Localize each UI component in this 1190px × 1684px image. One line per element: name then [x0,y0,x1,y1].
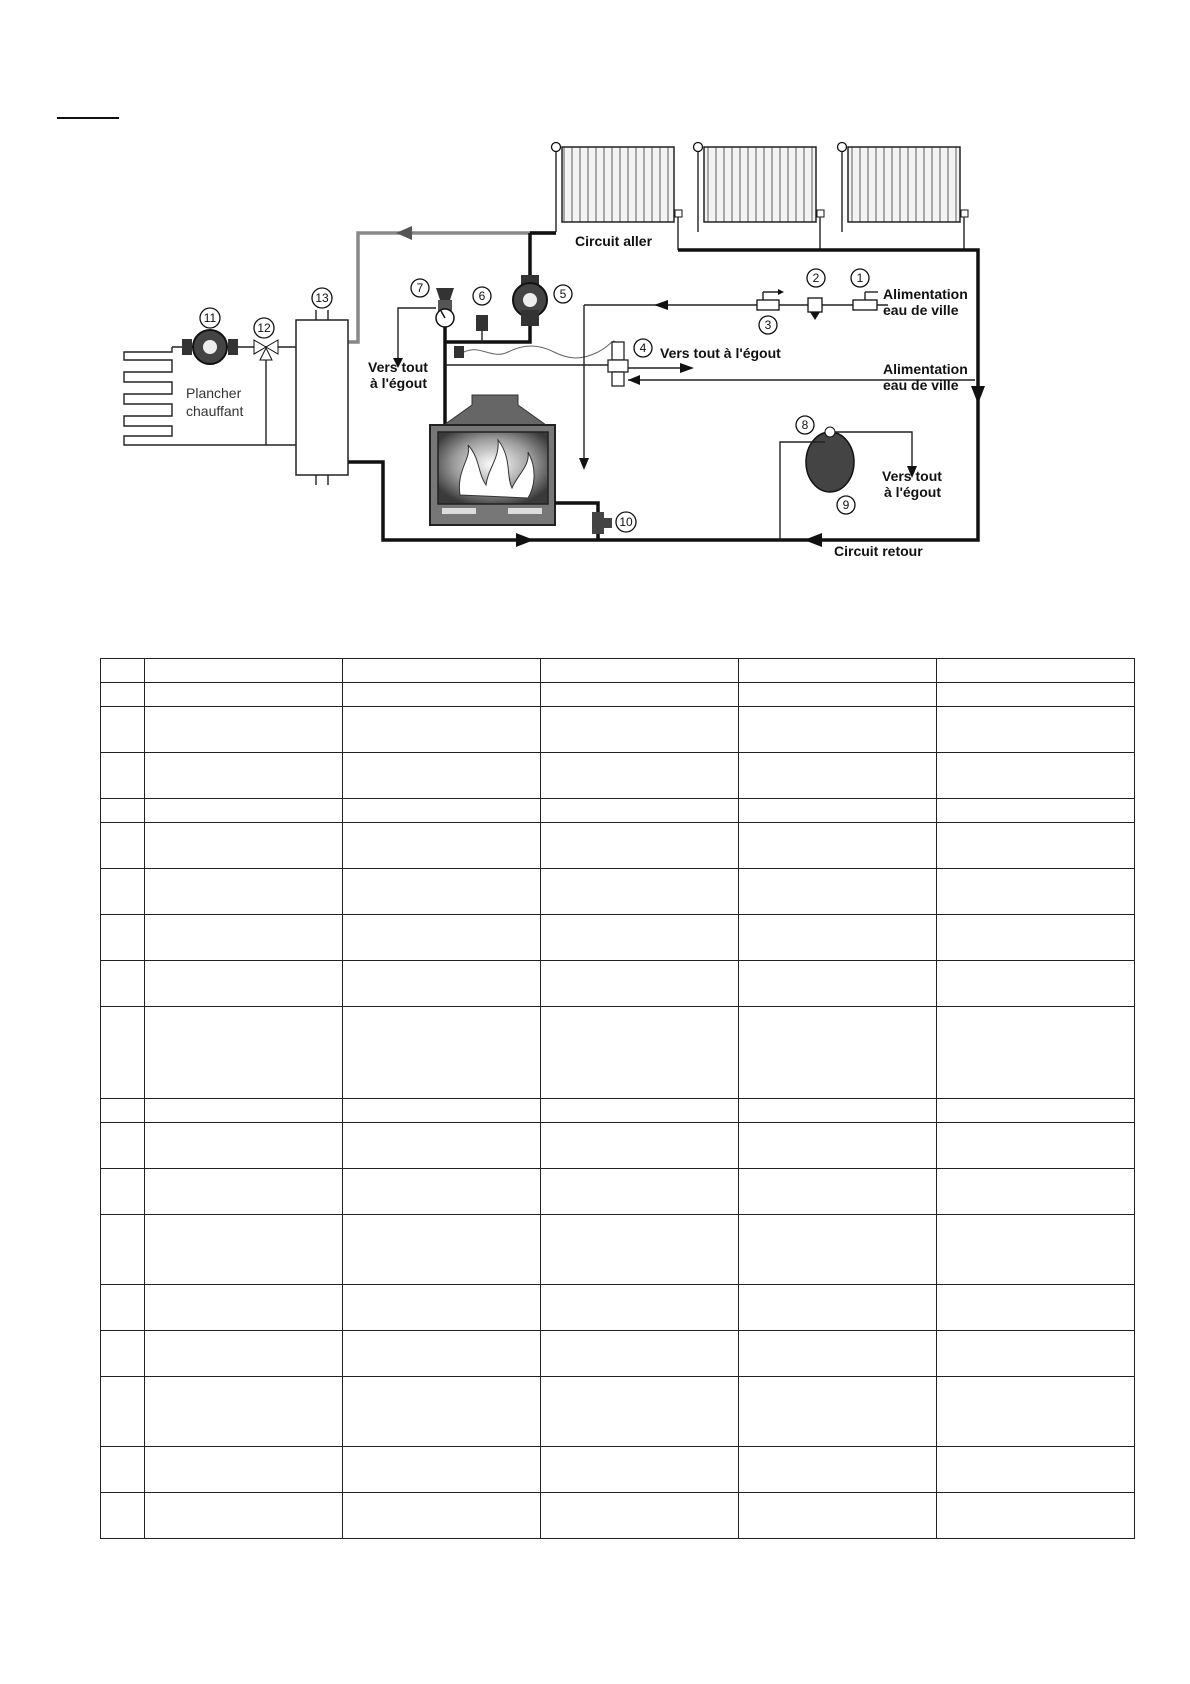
table-cell [937,1099,1135,1123]
stop-valve-3 [757,300,779,310]
table-cell [541,1169,739,1215]
table-cell [145,659,343,683]
table-cell [101,1493,145,1539]
table-cell [937,753,1135,799]
marker-9: 9 [842,498,850,512]
table-cell [541,1123,739,1169]
supply-flow-arrow [396,226,412,240]
marker-10: 10 [619,515,633,529]
table-cell [343,1123,541,1169]
circulator-pump-5 [513,233,547,330]
table-cell [145,1493,343,1539]
table-cell [343,1377,541,1447]
table-cell [101,1169,145,1215]
table-cell [343,1215,541,1285]
table-cell [937,961,1135,1007]
table-cell [343,1493,541,1539]
table-cell [343,1169,541,1215]
table-cell [343,1285,541,1331]
table-cell [145,1169,343,1215]
return-arrow-right [516,533,534,547]
table-cell [541,799,739,823]
table-cell [101,961,145,1007]
table-cell [937,1447,1135,1493]
table-cell [937,1123,1135,1169]
table-cell [739,869,937,915]
table-cell [541,683,739,707]
table-cell [101,707,145,753]
table-row [101,1169,1135,1215]
table-cell [145,1123,343,1169]
table-cell [145,869,343,915]
table-cell [739,707,937,753]
label-egout-left-2: à l'égout [370,375,427,391]
table-cell [145,1215,343,1285]
air-vent-6 [476,315,488,342]
table-cell [145,915,343,961]
table-row [101,961,1135,1007]
table-cell [343,1007,541,1099]
table-cell [101,1447,145,1493]
table-cell [541,961,739,1007]
table-cell [343,753,541,799]
table-cell [343,823,541,869]
table-cell [343,1099,541,1123]
table-cell [145,1099,343,1123]
table-cell [739,915,937,961]
table-row [101,1377,1135,1447]
label-eau-de-ville-2: eau de ville [883,377,959,393]
label-circuit-aller: Circuit aller [575,233,653,249]
radiator-1 [552,143,683,223]
table-cell [343,707,541,753]
floor-heating-coil [124,347,172,445]
stop-valve-1 [853,300,877,310]
table-cell [145,1285,343,1331]
table-cell [101,1007,145,1099]
table-cell [937,659,1135,683]
table-cell [145,1331,343,1377]
label-egout-center: Vers tout à l'égout [660,345,781,361]
marker-1: 1 [856,271,864,285]
pressure-reducer-2 [808,298,822,312]
label-alimentation-1: Alimentation [883,286,968,302]
table-cell [739,753,937,799]
table-cell [145,1007,343,1099]
label-chauffant: chauffant [186,403,244,419]
table-row [101,799,1135,823]
marker-4: 4 [639,341,647,355]
table-cell [343,683,541,707]
drain-valve-10 [592,512,612,534]
table-cell [101,683,145,707]
label-egout-right-2: à l'égout [884,484,941,500]
table-cell [937,1169,1135,1215]
label-egout-right-1: Vers tout [882,468,942,484]
return-arrow-down [971,386,985,404]
table-cell [739,823,937,869]
table-cell [739,1215,937,1285]
table-cell [739,683,937,707]
table-cell [541,1215,739,1285]
table-cell [739,1493,937,1539]
marker-13: 13 [315,291,329,305]
table-cell [739,961,937,1007]
table-cell [937,823,1135,869]
table-cell [101,823,145,869]
table-cell [739,799,937,823]
label-plancher: Plancher [186,385,242,401]
return-arrow-left [804,533,822,547]
table-cell [937,1215,1135,1285]
table-cell [101,753,145,799]
table-cell [937,683,1135,707]
table-cell [101,915,145,961]
table-cell [343,869,541,915]
table-cell [343,1447,541,1493]
table-cell [101,1215,145,1285]
table-cell [343,961,541,1007]
table-row [101,659,1135,683]
table-cell [541,1377,739,1447]
table-cell [541,869,739,915]
table-cell [145,1447,343,1493]
table-cell [101,799,145,823]
table-cell [937,707,1135,753]
marker-5: 5 [559,287,567,301]
three-way-valve-12 [254,340,278,360]
table-cell [541,1447,739,1493]
table-cell [145,683,343,707]
radiator-3 [838,143,969,223]
table-row [101,1447,1135,1493]
table-cell [739,1331,937,1377]
table-cell [145,753,343,799]
table-cell [541,1099,739,1123]
fireplace-boiler [430,395,555,525]
marker-2: 2 [812,271,820,285]
table-cell [541,1493,739,1539]
table-cell [101,1377,145,1447]
component-table [100,658,1135,1539]
table-cell [145,823,343,869]
table-cell [343,915,541,961]
table-cell [101,1331,145,1377]
header-underline [57,117,119,119]
circulator-pump-11 [182,330,238,364]
table-cell [541,915,739,961]
table-cell [739,1377,937,1447]
table-row [101,1493,1135,1539]
heating-circuit-diagram [120,140,1080,610]
table-cell [739,1007,937,1099]
table-cell [739,659,937,683]
table-cell [541,1285,739,1331]
table-row [101,753,1135,799]
table-cell [937,1285,1135,1331]
table-cell [937,799,1135,823]
table-cell [145,707,343,753]
label-eau-de-ville-1: eau de ville [883,302,959,318]
table-cell [343,1331,541,1377]
table-cell [739,1169,937,1215]
table-cell [739,1099,937,1123]
table-row [101,1285,1135,1331]
label-egout-left-1: Vers tout [368,359,428,375]
table-cell [937,1007,1135,1099]
table-cell [739,1123,937,1169]
table-cell [937,1331,1135,1377]
marker-11: 11 [203,311,217,325]
table-cell [343,659,541,683]
table-cell [343,799,541,823]
table-cell [739,1447,937,1493]
table-cell [145,799,343,823]
table-row [101,915,1135,961]
table-row [101,1331,1135,1377]
table-cell [541,707,739,753]
table-cell [101,659,145,683]
table-row [101,1123,1135,1169]
table-cell [937,1493,1135,1539]
marker-12: 12 [257,321,271,335]
table-cell [101,1099,145,1123]
table-row [101,869,1135,915]
marker-8: 8 [801,418,809,432]
table-cell [937,1377,1135,1447]
table-row [101,1007,1135,1099]
table-cell [541,753,739,799]
table-row [101,1215,1135,1285]
marker-6: 6 [478,289,486,303]
table-cell [541,1007,739,1099]
table-cell [101,869,145,915]
table-cell [937,915,1135,961]
table-cell [145,961,343,1007]
table-cell [739,1285,937,1331]
table-row [101,683,1135,707]
hydraulic-separator-13 [296,310,348,485]
table-cell [541,659,739,683]
table-cell [541,823,739,869]
radiator-2 [694,143,825,223]
label-circuit-retour: Circuit retour [834,543,923,559]
table-cell [937,869,1135,915]
marker-7: 7 [416,281,424,295]
table-cell [101,1123,145,1169]
table-cell [145,1377,343,1447]
table-row [101,1099,1135,1123]
table-row [101,707,1135,753]
label-alimentation-2: Alimentation [883,361,968,377]
table-cell [101,1285,145,1331]
marker-3: 3 [764,318,772,332]
table-row [101,823,1135,869]
table-cell [541,1331,739,1377]
